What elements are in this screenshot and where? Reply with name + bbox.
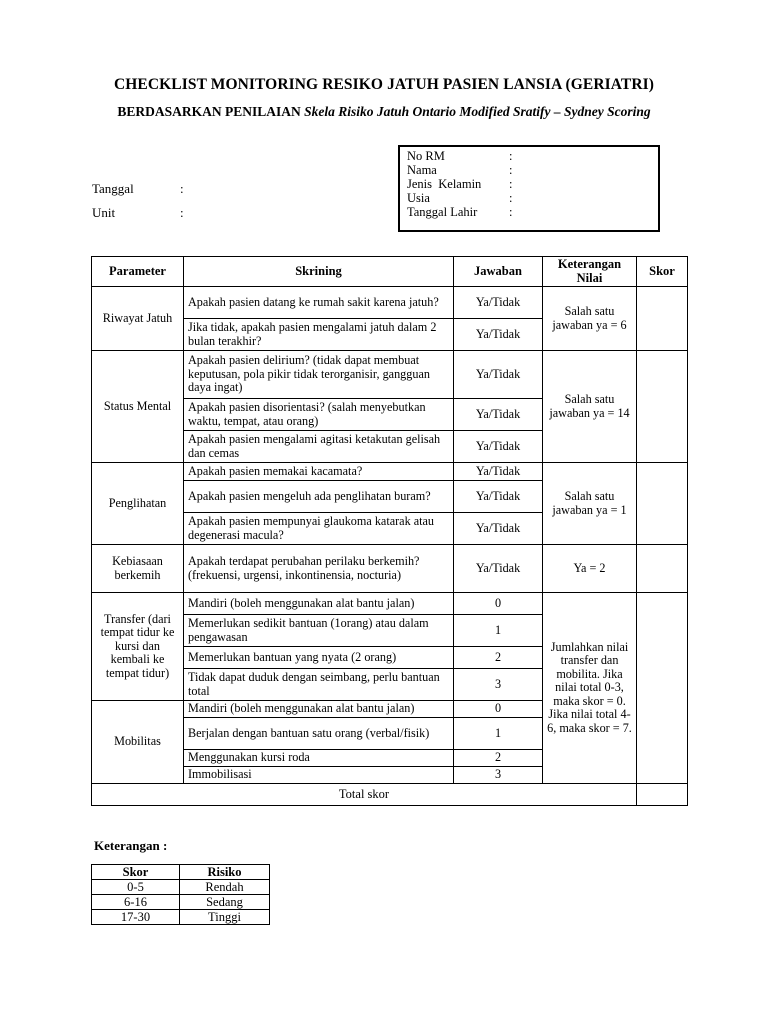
patient-field-nama <box>407 163 658 177</box>
jawaban-cell[interactable]: Ya/Tidak <box>454 463 543 481</box>
patient-field-value[interactable]: : <box>509 149 513 163</box>
jawaban-cell[interactable]: Ya/Tidak <box>454 431 543 463</box>
table-row <box>92 463 688 481</box>
subtitle-bold: BERDASARKAN PENILAIAN <box>117 104 301 119</box>
legend-row <box>92 880 270 895</box>
legend-row <box>92 910 270 925</box>
screening-table <box>91 256 688 806</box>
patient-field-label: Jenis Kelamin <box>407 177 482 191</box>
patient-field-label: No RM <box>407 149 445 163</box>
skrining-cell: Tidak dapat duduk dengan seimbang, perlu bantuan total <box>184 669 454 701</box>
skor-cell[interactable] <box>637 463 688 545</box>
keterangan-cell: Salah satu jawaban ya = 1 <box>543 463 637 545</box>
patient-field-label: Usia <box>407 191 430 205</box>
legend-skor: 6-16 <box>92 895 180 910</box>
skor-cell[interactable] <box>637 545 688 593</box>
unit-colon: : <box>180 205 184 220</box>
jawaban-cell[interactable]: 2 <box>454 750 543 767</box>
table-header-row <box>92 257 688 287</box>
skrining-cell: Menggunakan kursi roda <box>184 750 454 767</box>
skrining-cell: Memerlukan sedikit bantuan (1orang) atau dalam pengawasan <box>184 615 454 647</box>
skrining-cell: Apakah pasien mengeluh ada penglihatan buram? <box>184 481 454 513</box>
skor-cell[interactable] <box>637 593 688 784</box>
risk-legend-table <box>91 864 270 925</box>
unit-row <box>92 205 184 221</box>
document-subtitle <box>0 104 768 120</box>
jawaban-cell[interactable]: Ya/Tidak <box>454 287 543 319</box>
jawaban-cell[interactable]: Ya/Tidak <box>454 545 543 593</box>
header-parameter: Parameter <box>92 257 184 287</box>
legend-title: Keterangan : <box>94 838 168 853</box>
jawaban-cell[interactable]: Ya/Tidak <box>454 399 543 431</box>
patient-field-usia <box>407 191 658 205</box>
jawaban-cell[interactable]: Ya/Tidak <box>454 513 543 545</box>
param-penglihatan: Penglihatan <box>92 463 184 545</box>
patient-identity-box <box>398 145 660 232</box>
skrining-cell: Apakah pasien delirium? (tidak dapat membuat keputusan, pola pikir tidak terorganisir, gangguan daya ingat) <box>184 351 454 399</box>
legend-header-risiko: Risiko <box>180 865 270 880</box>
skrining-cell: Apakah pasien mengalami agitasi ketakutan gelisah dan cemas <box>184 431 454 463</box>
skrining-cell: Berjalan dengan bantuan satu orang (verbal/fisik) <box>184 718 454 750</box>
skrining-cell: Apakah terdapat perubahan perilaku berkemih? (frekuensi, urgensi, inkontinensia, nocturia) <box>184 545 454 593</box>
keterangan-cell: Ya = 2 <box>543 545 637 593</box>
header-keterangan: Keterangan Nilai <box>543 257 637 287</box>
tanggal-label: Tanggal <box>92 181 134 196</box>
table-row <box>92 593 688 615</box>
jawaban-cell[interactable]: 0 <box>454 701 543 718</box>
param-transfer: Transfer (dari tempat tidur ke kursi dan kembali ke tempat tidur) <box>92 593 184 701</box>
legend-risiko: Rendah <box>180 880 270 895</box>
param-mobilitas: Mobilitas <box>92 701 184 784</box>
jawaban-cell[interactable]: 1 <box>454 615 543 647</box>
tanggal-row <box>92 181 184 197</box>
legend-risiko: Tinggi <box>180 910 270 925</box>
jawaban-cell[interactable]: 1 <box>454 718 543 750</box>
skor-cell[interactable] <box>637 351 688 463</box>
jawaban-cell[interactable]: 3 <box>454 669 543 701</box>
skrining-cell: Apakah pasien memakai kacamata? <box>184 463 454 481</box>
jawaban-cell[interactable]: 3 <box>454 767 543 784</box>
param-status-mental: Status Mental <box>92 351 184 463</box>
legend-header-row <box>92 865 270 880</box>
param-kebiasaan-berkemih: Kebiasaan berkemih <box>92 545 184 593</box>
keterangan-cell: Salah satu jawaban ya = 6 <box>543 287 637 351</box>
patient-field-tanggal-lahir <box>407 205 658 219</box>
keterangan-cell: Salah satu jawaban ya = 14 <box>543 351 637 463</box>
skrining-cell: Immobilisasi <box>184 767 454 784</box>
table-row <box>92 545 688 593</box>
header-jawaban: Jawaban <box>454 257 543 287</box>
skrining-cell: Memerlukan bantuan yang nyata (2 orang) <box>184 647 454 669</box>
param-riwayat-jatuh: Riwayat Jatuh <box>92 287 184 351</box>
patient-field-jenis-kelamin <box>407 177 658 191</box>
header-skor: Skor <box>637 257 688 287</box>
total-row <box>92 784 688 806</box>
legend-skor: 0-5 <box>92 880 180 895</box>
legend-row <box>92 895 270 910</box>
header-skrining: Skrining <box>184 257 454 287</box>
legend-header-skor: Skor <box>92 865 180 880</box>
document-title: CHECKLIST MONITORING RESIKO JATUH PASIEN LANSIA (GERIATRI) <box>113 76 655 93</box>
tanggal-colon: : <box>180 181 184 196</box>
table-row <box>92 351 688 399</box>
subtitle-italic: Skela Risiko Jatuh Ontario Modified Sratify – Sydney Scoring <box>304 104 651 119</box>
patient-field-label: Nama <box>407 163 437 177</box>
skrining-cell: Apakah pasien mempunyai glaukoma katarak atau degenerasi macula? <box>184 513 454 545</box>
skor-cell[interactable] <box>637 287 688 351</box>
unit-label: Unit <box>92 205 116 220</box>
skrining-cell: Mandiri (boleh menggunakan alat bantu jalan) <box>184 593 454 615</box>
total-skor-label: Total skor <box>92 784 637 806</box>
jawaban-cell[interactable]: 2 <box>454 647 543 669</box>
skrining-cell: Mandiri (boleh menggunakan alat bantu jalan) <box>184 701 454 718</box>
legend-skor: 17-30 <box>92 910 180 925</box>
table-row <box>92 287 688 319</box>
keterangan-cell: Jumlahkan nilai transfer dan mobilita. Jika nilai total 0-3, maka skor = 0. Jika nilai total 4-6, maka skor = 7. <box>543 593 637 784</box>
jawaban-cell[interactable]: Ya/Tidak <box>454 319 543 351</box>
total-skor-cell[interactable] <box>637 784 688 806</box>
jawaban-cell[interactable]: Ya/Tidak <box>454 481 543 513</box>
patient-field-no-rm <box>407 149 658 163</box>
patient-field-value[interactable]: : <box>509 205 513 219</box>
patient-field-value[interactable]: : <box>509 191 513 205</box>
patient-field-label: Tanggal Lahir <box>407 205 478 219</box>
patient-field-value[interactable]: : <box>509 177 513 191</box>
jawaban-cell[interactable]: Ya/Tidak <box>454 351 543 399</box>
legend-risiko: Sedang <box>180 895 270 910</box>
skrining-cell: Apakah pasien datang ke rumah sakit karena jatuh? <box>184 287 454 319</box>
jawaban-cell[interactable]: 0 <box>454 593 543 615</box>
skrining-cell: Apakah pasien disorientasi? (salah menyebutkan waktu, tempat, atau orang) <box>184 399 454 431</box>
patient-field-value[interactable]: : <box>509 163 513 177</box>
skrining-cell: Jika tidak, apakah pasien mengalami jatuh dalam 2 bulan terakhir? <box>184 319 454 351</box>
